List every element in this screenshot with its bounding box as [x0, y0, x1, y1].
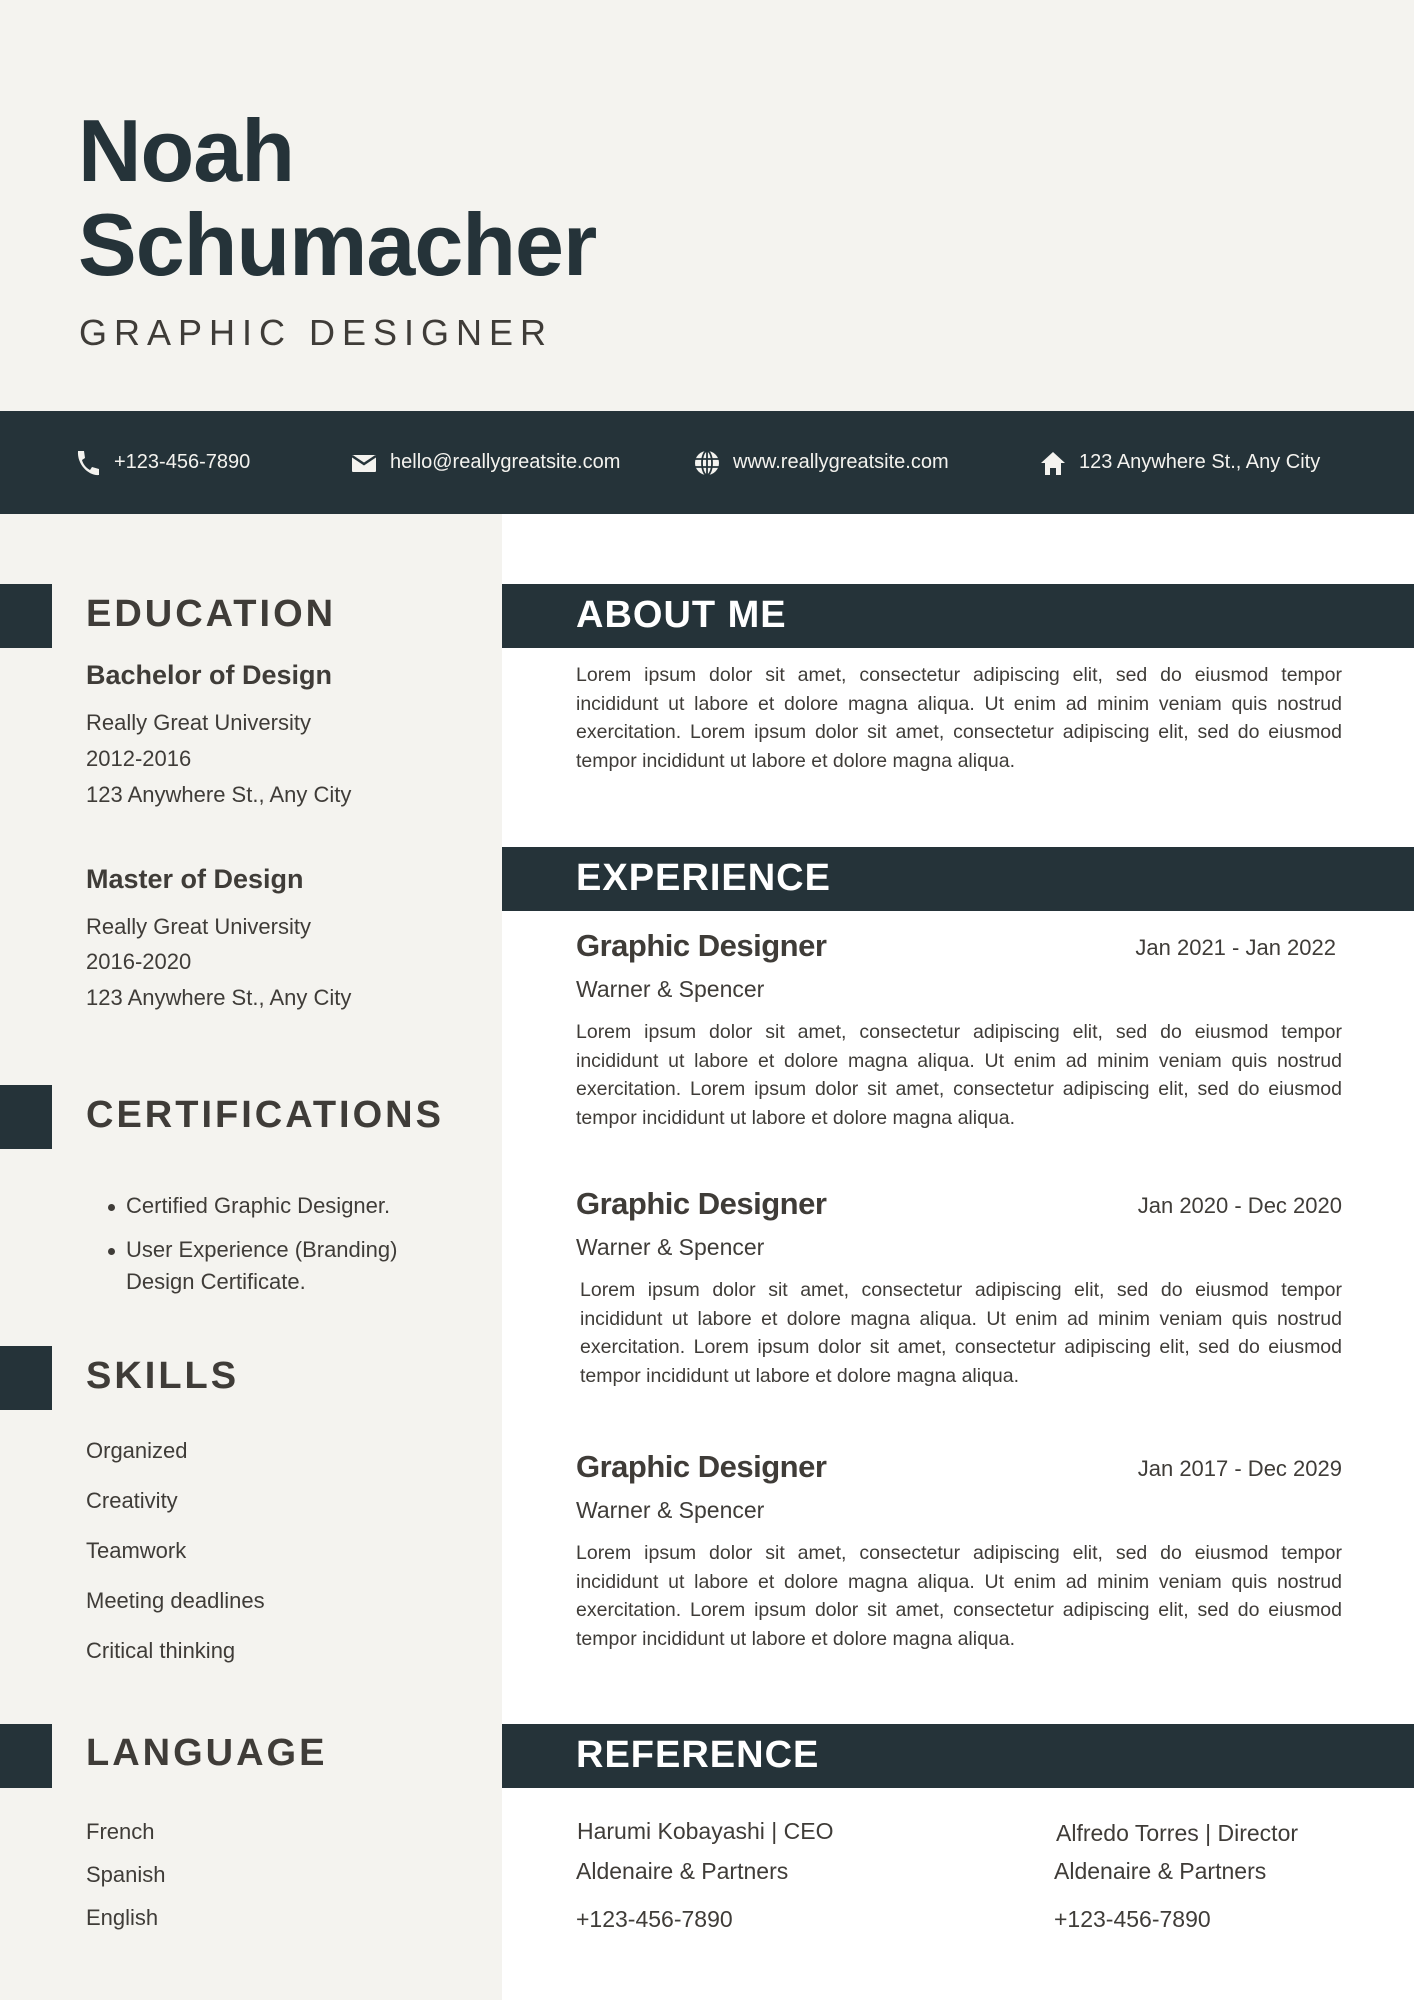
resume-header	[0, 0, 1414, 411]
job-dates: Jan 2017 - Dec 2029	[1137, 1456, 1342, 1481]
reference-name: Alfredo Torres | Director	[1056, 1820, 1299, 1846]
language-item: Spanish	[86, 1862, 166, 1887]
job-company: Warner & Spencer	[576, 1497, 765, 1523]
contact-phone[interactable]	[74, 411, 250, 514]
experience-heading-bar	[502, 847, 1414, 911]
globe-icon	[693, 449, 721, 477]
certifications-list	[108, 1190, 468, 1310]
job-description: Lorem ipsum dolor sit amet, consectetur adipiscing elit, sed do eiusmod tempor incididunt ut labore et dolore magna aliqua. Ut enim ad minim veniam quis nostrud exercitation. Lorem ipsum dolor sit amet, consectetur adipiscing elit, sed do eiusmod tempor incididunt ut labore et dolore magna aliqua.	[580, 1279, 1342, 1387]
reference-phone: +123-456-7890	[576, 1906, 733, 1932]
email-icon	[350, 449, 378, 477]
job-description: Lorem ipsum dolor sit amet, consectetur adipiscing elit, sed do eiusmod tempor incididunt ut labore et dolore magna aliqua. Ut enim ad minim veniam quis nostrud exercitation. Lorem ipsum dolor sit amet, consectetur adipiscing elit, sed do eiusmod tempor incididunt ut labore et dolore magna aliqua.	[576, 1542, 1342, 1650]
language-item: English	[86, 1905, 159, 1930]
certifications-heading: CERTIFICATIONS	[86, 1094, 444, 1136]
skill-item: Critical thinking	[86, 1638, 236, 1663]
section-marker	[0, 1346, 52, 1410]
language-item: French	[86, 1819, 155, 1844]
education-school: Really Great University	[86, 710, 311, 735]
education-location: 123 Anywhere St., Any City	[86, 782, 352, 807]
full-name	[78, 101, 597, 294]
education-degree: Bachelor of Design	[86, 660, 333, 690]
reference-company: Aldenaire & Partners	[576, 1858, 789, 1884]
phone-text: +123-456-7890	[114, 451, 251, 473]
job-title: Graphic Designer	[576, 1449, 827, 1484]
experience-heading: EXPERIENCE	[576, 857, 831, 899]
section-marker	[0, 1724, 52, 1788]
home-icon	[1039, 449, 1067, 477]
section-marker	[0, 1085, 52, 1149]
contact-email[interactable]	[350, 411, 620, 514]
skills-heading: SKILLS	[86, 1355, 240, 1397]
about-text: Lorem ipsum dolor sit amet, consectetur adipiscing elit, sed do eiusmod tempor incididunt ut labore et dolore magna aliqua. Ut enim ad minim veniam quis nostrud exercitation. Lorem ipsum dolor sit amet, consectetur adipiscing elit, sed do eiusmod tempor incididunt ut labore et dolore magna aliqua.	[576, 664, 1342, 772]
reference-name: Harumi Kobayashi | CEO	[577, 1818, 834, 1844]
skill-item: Creativity	[86, 1488, 178, 1513]
education-school: Really Great University	[86, 914, 311, 939]
skill-item: Teamwork	[86, 1538, 187, 1563]
job-title: Graphic Designer	[576, 1186, 827, 1221]
email-text: hello@reallygreatsite.com	[390, 451, 621, 473]
education-years: 2016-2020	[86, 949, 192, 974]
job-company: Warner & Spencer	[576, 1234, 765, 1260]
skill-item: Meeting deadlines	[86, 1588, 265, 1613]
contact-address[interactable]	[1039, 411, 1320, 514]
reference-phone: +123-456-7890	[1054, 1906, 1211, 1932]
contact-bar	[0, 411, 1414, 514]
contact-website[interactable]	[693, 411, 949, 514]
about-heading: ABOUT ME	[576, 594, 787, 636]
education-degree: Master of Design	[86, 864, 304, 894]
job-role: GRAPHIC DESIGNER	[79, 312, 554, 353]
address-text: 123 Anywhere St., Any City	[1079, 451, 1321, 473]
about-heading-bar	[502, 584, 1414, 648]
list-item: User Experience (Branding) Design Certificate.	[108, 1234, 468, 1298]
list-item: Certified Graphic Designer.	[108, 1190, 468, 1222]
skill-item: Organized	[86, 1438, 188, 1463]
reference-company: Aldenaire & Partners	[1054, 1858, 1267, 1884]
phone-icon	[74, 449, 102, 477]
reference-heading-bar	[502, 1724, 1414, 1788]
education-heading: EDUCATION	[86, 593, 337, 635]
section-marker	[0, 584, 52, 648]
education-years: 2012-2016	[86, 746, 192, 771]
job-description: Lorem ipsum dolor sit amet, consectetur adipiscing elit, sed do eiusmod tempor incididunt ut labore et dolore magna aliqua. Ut enim ad minim veniam quis nostrud exercitation. Lorem ipsum dolor sit amet, consectetur adipiscing elit, sed do eiusmod tempor incididunt ut labore et dolore magna aliqua.	[576, 1021, 1342, 1129]
education-location: 123 Anywhere St., Any City	[86, 985, 352, 1010]
job-dates: Jan 2020 - Dec 2020	[1137, 1193, 1342, 1218]
language-heading: LANGUAGE	[86, 1732, 328, 1774]
last-name: Schumacher	[78, 195, 597, 294]
reference-heading: REFERENCE	[576, 1734, 820, 1776]
first-name: Noah	[78, 101, 294, 200]
website-text: www.reallygreatsite.com	[733, 451, 949, 473]
job-company: Warner & Spencer	[576, 976, 765, 1002]
job-title: Graphic Designer	[576, 928, 827, 963]
job-dates: Jan 2021 - Jan 2022	[1135, 935, 1336, 960]
